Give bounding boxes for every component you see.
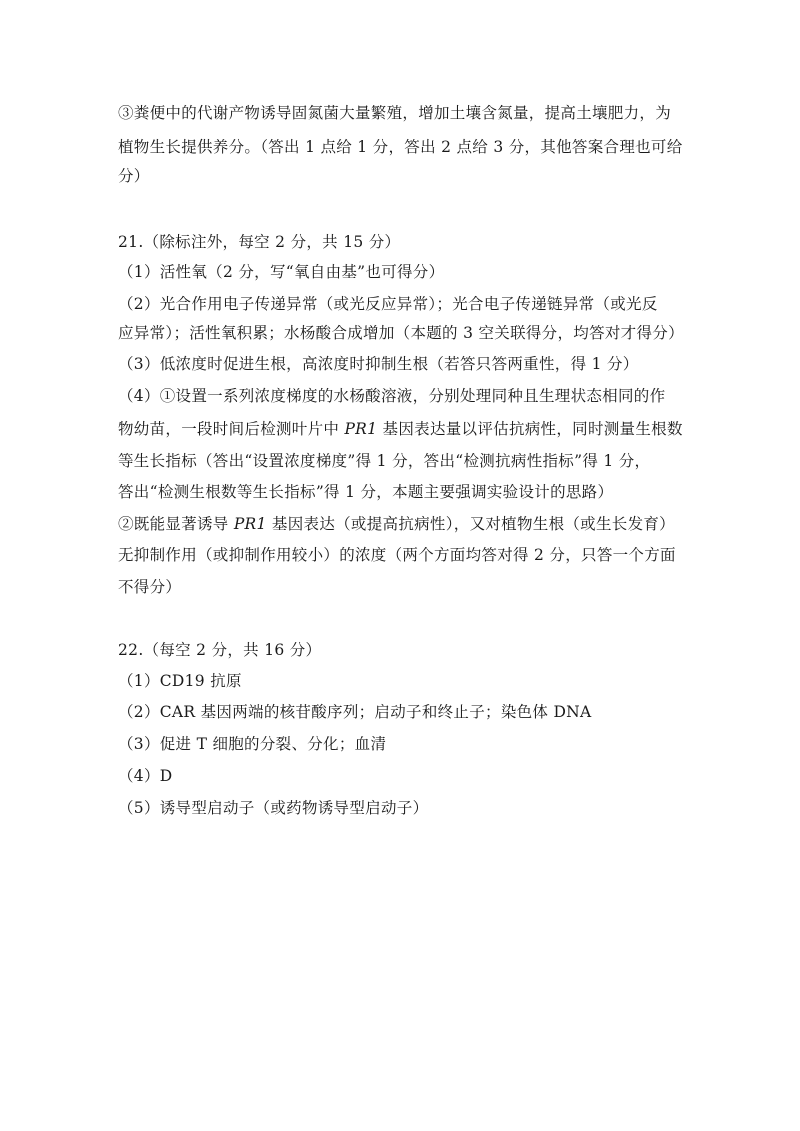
q21-answer-1: （1）活性氧（2 分，写“氧自由基”也可得分） (118, 263, 445, 281)
q22-answer-1: （1）CD19 抗原 (118, 672, 242, 690)
q22-answer-4: （4）D (118, 767, 173, 785)
q22-answer-2: （2）CAR 基因两端的核苷酸序列；启动子和终止子；染色体 DNA (118, 703, 592, 721)
gene-name-pr1: PR1 (344, 420, 378, 438)
prev-answer-line-3: 分） (118, 167, 150, 185)
q21-heading: 21.（除标注外，每空 2 分，共 15 分） (118, 233, 401, 251)
q21-answer-4b-line-3: 不得分） (118, 578, 182, 596)
gene-name-pr1-2: PR1 (233, 515, 267, 533)
q21-answer-2-line-1: （2）光合作用电子传递异常（或光反应异常）；光合电子传递链异常（或光反 (118, 295, 658, 313)
q21-answer-4-line-2-post: 基因表达量以评估抗病性，同时测量生根数 (377, 420, 683, 438)
prev-answer-line-2: 植物生长提供养分。（答出 1 点给 1 分，答出 2 点给 3 分，其他答案合理也可给 (118, 138, 683, 156)
q21-answer-2-line-2: 应异常）；活性氧积累；水杨酸合成增加（本题的 3 空关联得分，均答对才得分） (118, 324, 684, 342)
q21-answer-3: （3）低浓度时促进生根，高浓度时抑制生根（若答只答两重性，得 1 分） (118, 355, 639, 373)
q21-answer-4-line-4: 答出“检测生根数等生长指标”得 1 分，本题主要强调实验设计的思路） (118, 483, 614, 501)
q21-answer-4b-line-1 (118, 514, 718, 534)
q21-answer-4-line-2-pre: 物幼苗，一段时间后检测叶片中 (118, 420, 345, 438)
q22-heading: 22.（每空 2 分，共 16 分） (118, 641, 322, 659)
q21-answer-4b-line-1-post: 基因表达（或提高抗病性），又对植物生根（或生长发育） (266, 515, 675, 533)
q21-answer-4b-line-2: 无抑制作用（或抑制作用较小）的浓度（两个方面均答对得 2 分，只答一个方面 (118, 546, 676, 564)
q22-answer-3: （3）促进 T 细胞的分裂、分化；血清 (118, 735, 387, 753)
prev-answer-line-1: ③粪便中的代谢产物诱导固氮菌大量繁殖，增加土壤含氮量，提高土壤肥力，为 (118, 104, 672, 122)
q21-answer-4-line-3: 等生长指标（答出“设置浓度梯度”得 1 分，答出“检测抗病性指标”得 1 分， (118, 452, 651, 470)
q21-answer-4-line-1: （4）①设置一系列浓度梯度的水杨酸溶液，分别处理同种且生理状态相同的作 (118, 387, 666, 405)
q21-answer-4b-line-1-pre: ②既能显著诱导 (118, 515, 234, 533)
q22-answer-5: （5）诱导型启动子（或药物诱导型启动子） (118, 799, 429, 817)
q21-answer-4-line-2 (118, 419, 718, 439)
